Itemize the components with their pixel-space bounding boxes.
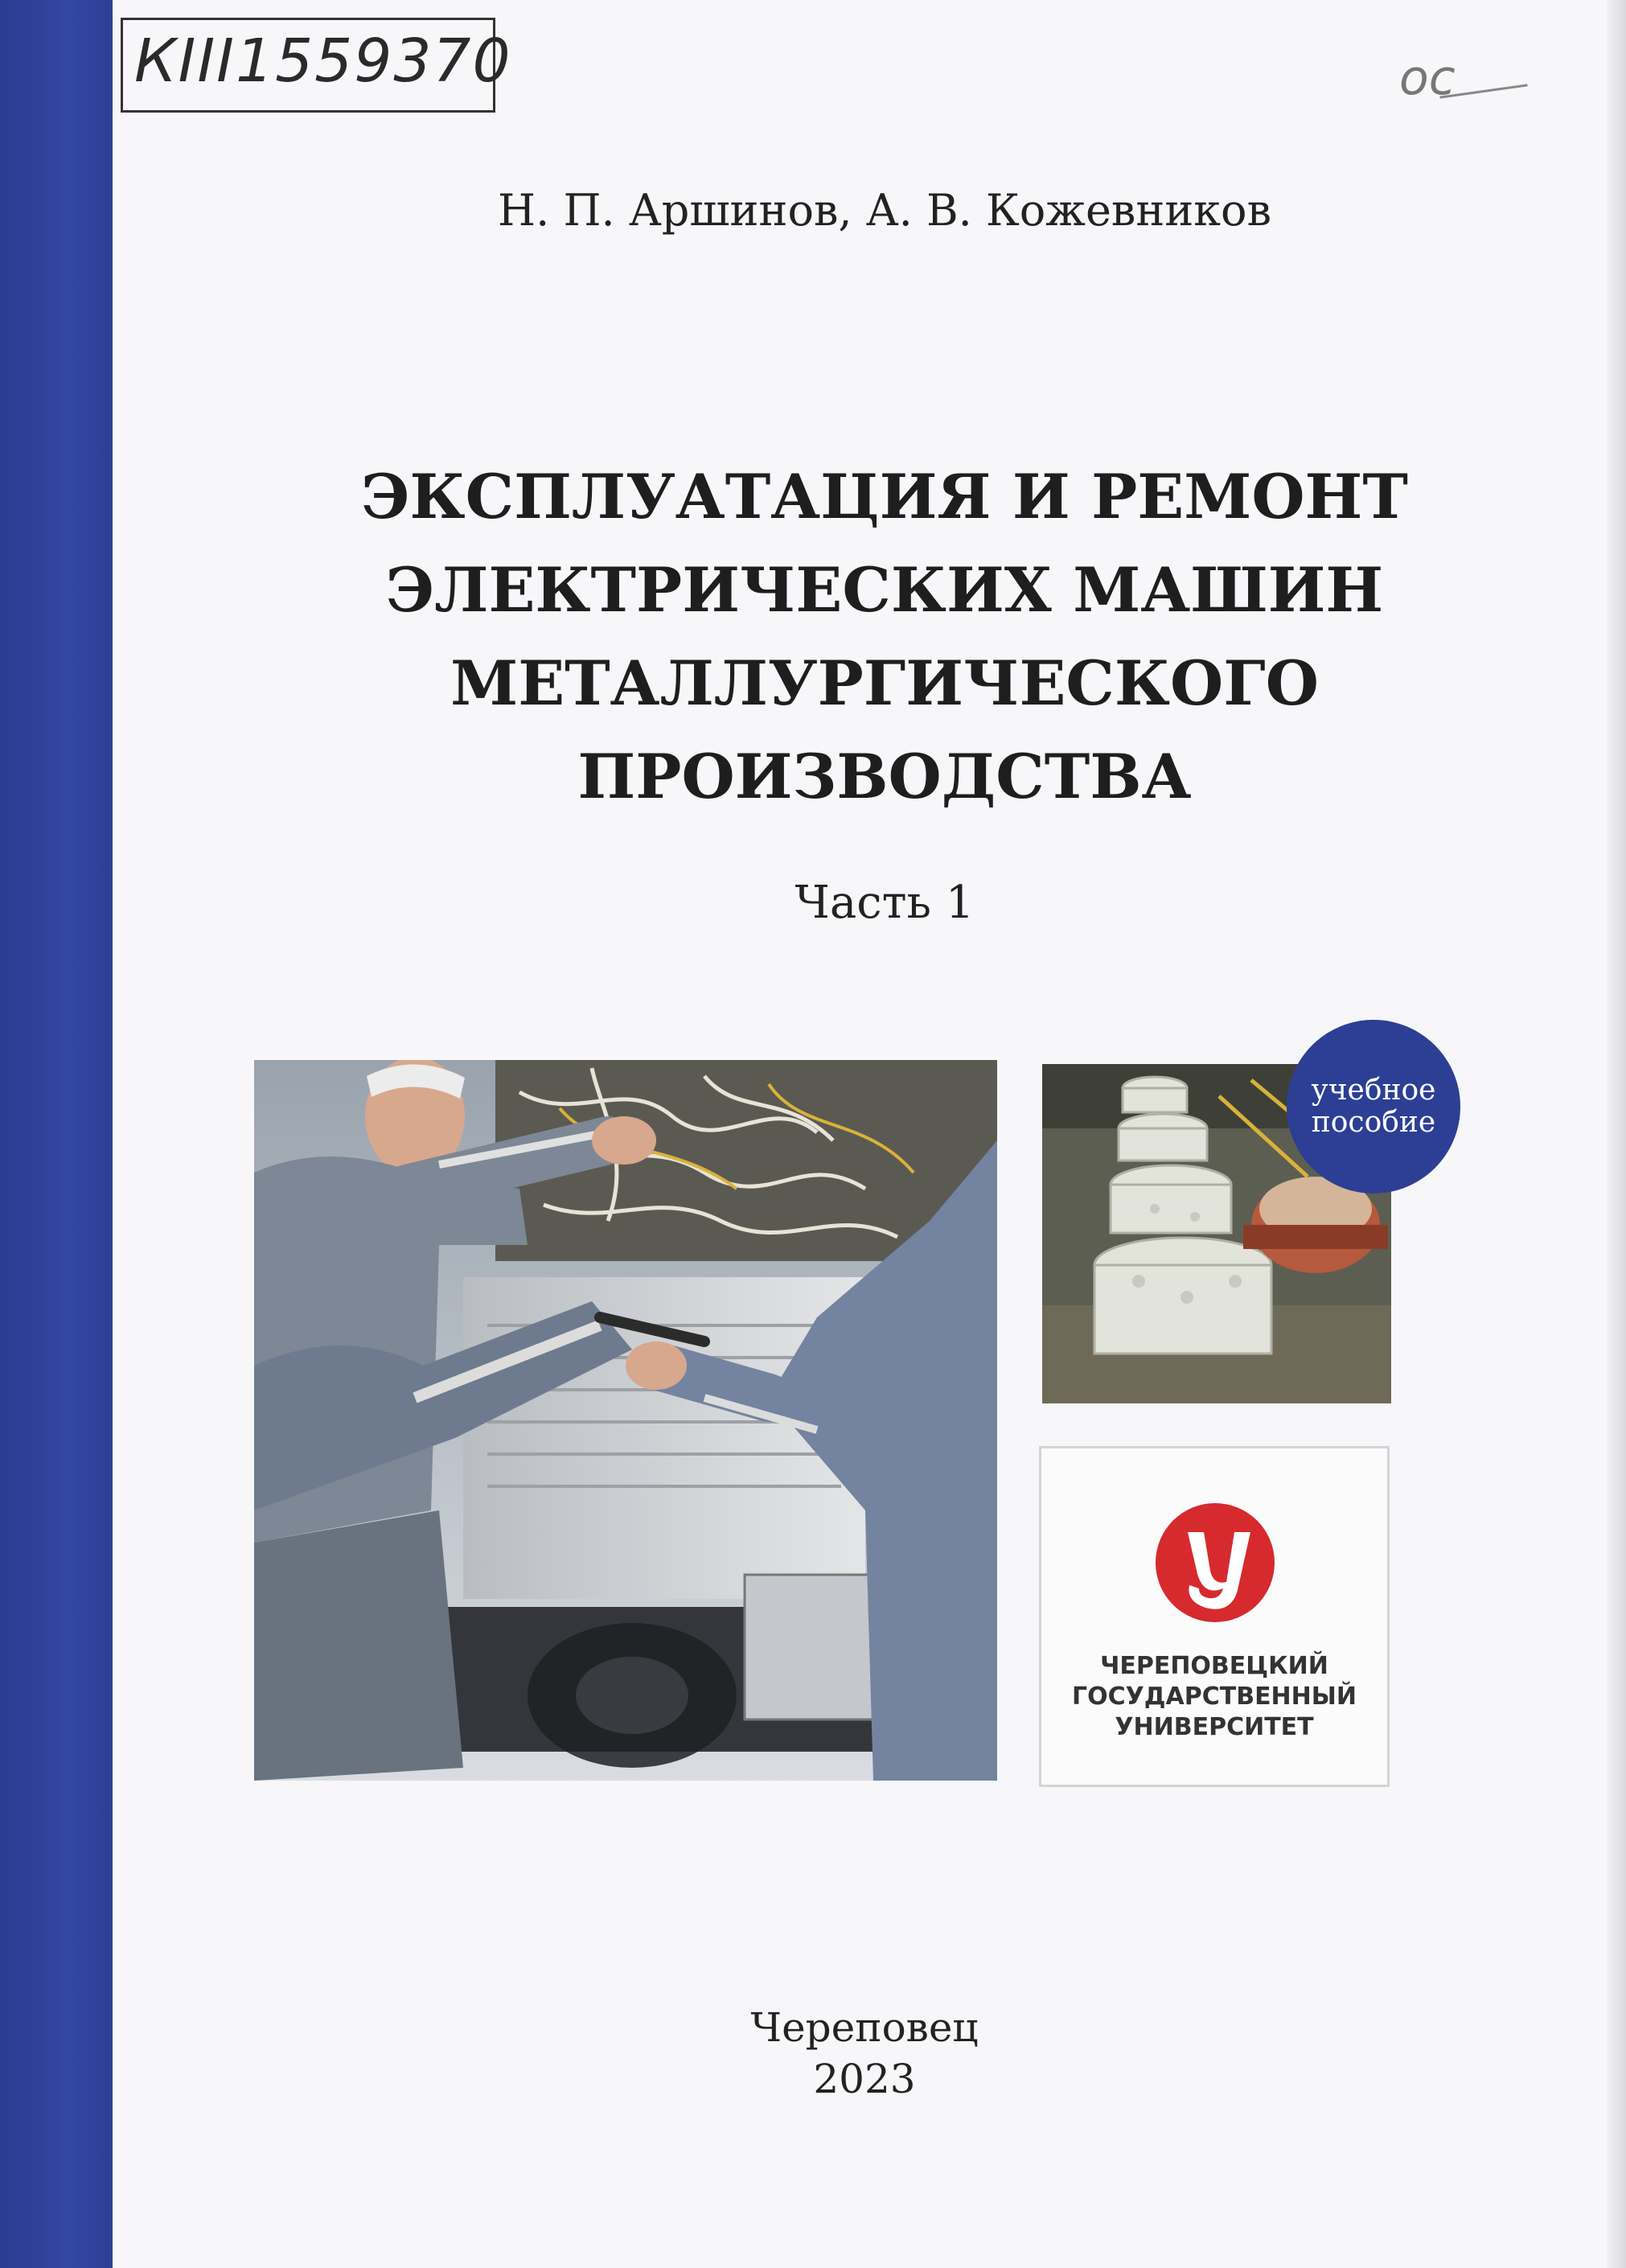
title-line: ЭКСПЛУАТАЦИЯ И РЕМОНТ — [361, 461, 1408, 532]
technicians-photo — [254, 1060, 997, 1781]
university-name-line: УНИВЕРСИТЕТ — [1115, 1713, 1314, 1741]
book-part-label: Часть 1 — [795, 877, 975, 929]
book-title — [241, 450, 1528, 824]
publication-year: 2023 — [813, 2056, 916, 2102]
handwritten-note: ос — [1399, 50, 1456, 106]
page-edge-shadow — [1607, 0, 1626, 2268]
university-logo-panel — [1039, 1446, 1390, 1787]
library-inventory-stamp — [121, 18, 512, 113]
book-authors: Н. П. Аршинов, А. В. Кожевников — [498, 185, 1271, 236]
title-line: МЕТАЛЛУРГИЧЕСКОГО — [450, 647, 1319, 719]
university-name — [1041, 1651, 1387, 1743]
title-line: ЭЛЕКТРИЧЕСКИХ МАШИН — [385, 554, 1384, 626]
technicians-servicing-cabinet-icon — [254, 1060, 997, 1781]
title-line: ПРОИЗВОДСТВА — [577, 741, 1192, 812]
university-logo-icon — [1154, 1502, 1276, 1624]
blue-spine-stripe — [0, 0, 113, 2268]
badge-line: пособие — [1311, 1106, 1436, 1139]
publication-city: Череповец — [750, 2004, 979, 2051]
textbook-badge — [1287, 1020, 1460, 1194]
university-name-line: ГОСУДАРСТВЕННЫЙ — [1072, 1683, 1357, 1711]
inventory-number: КIII1559370 — [134, 27, 512, 96]
university-name-line: ЧЕРЕПОВЕЦКИЙ — [1100, 1652, 1328, 1680]
badge-line: учебное — [1311, 1074, 1436, 1107]
